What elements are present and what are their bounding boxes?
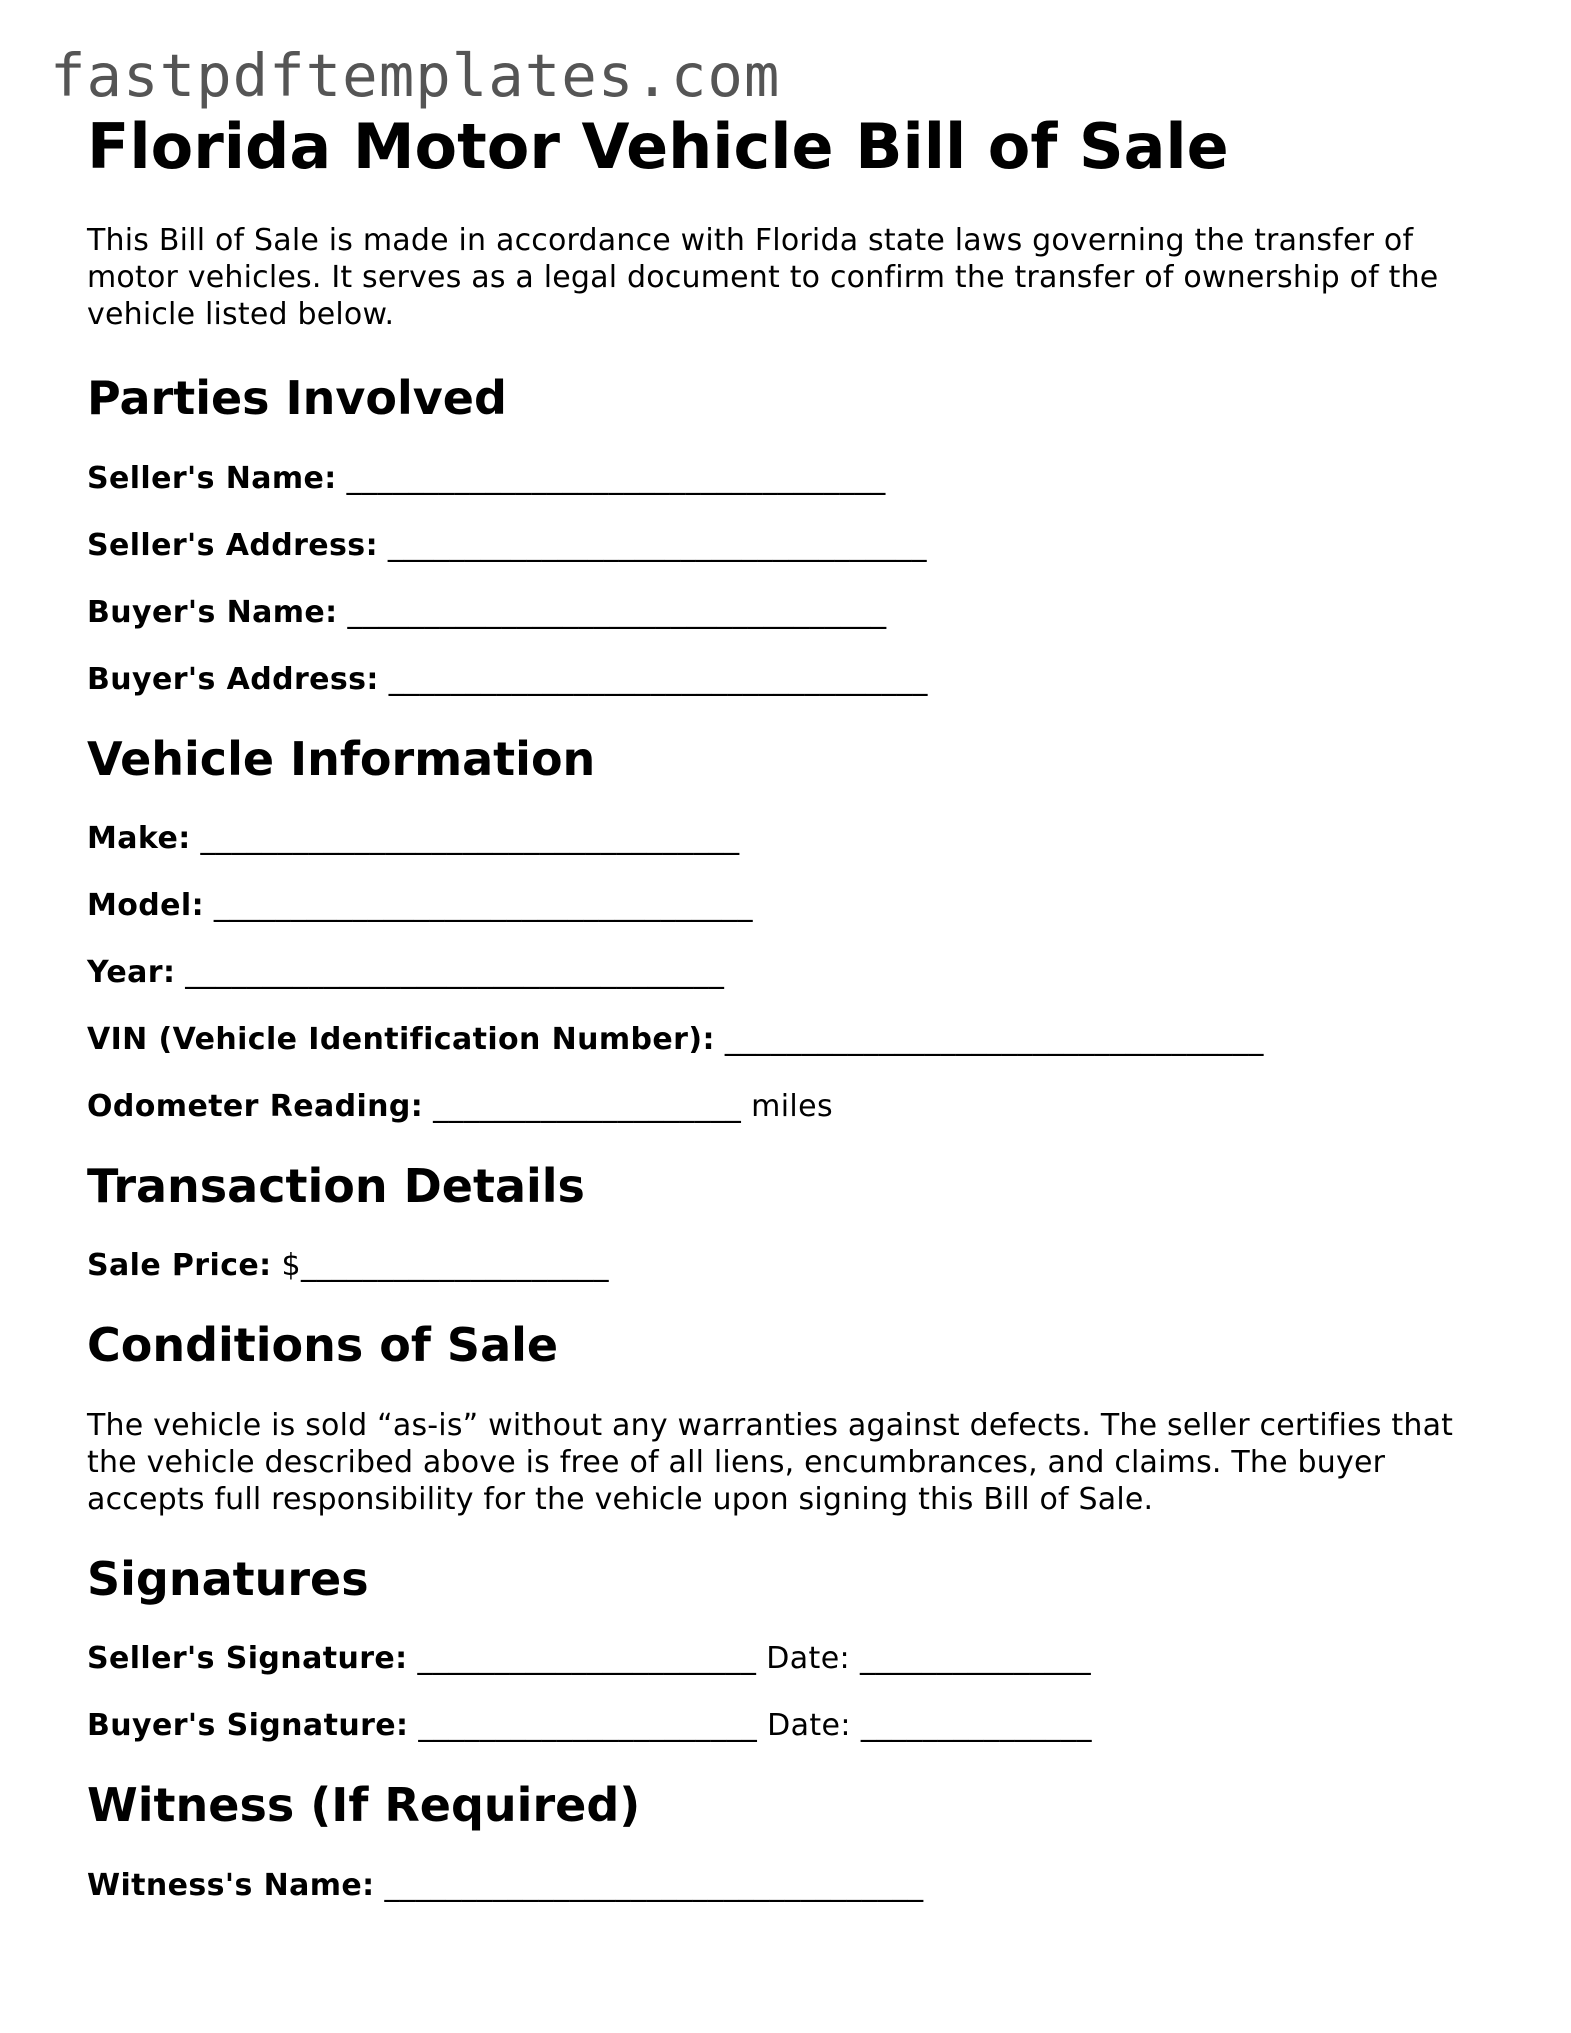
model-label: Model: xyxy=(87,887,204,923)
buyer-name-label: Buyer's Name: xyxy=(87,594,338,630)
watermark: fastpdftemplates.com xyxy=(50,41,781,110)
document-title: Florida Motor Vehicle Bill of Sale xyxy=(87,110,1229,183)
vin-line[interactable]: ___________________________________ xyxy=(724,1021,1264,1057)
witness-section xyxy=(87,1868,1507,1904)
buyer-signature-field xyxy=(87,1708,1507,1744)
witness-name-field xyxy=(87,1868,1507,1904)
document-page xyxy=(87,110,1507,1904)
seller-address-label: Seller's Address: xyxy=(87,527,378,563)
buyer-address-field xyxy=(87,662,1507,698)
year-line[interactable]: ___________________________________ xyxy=(185,954,725,990)
witness-name-label: Witness's Name: xyxy=(87,1867,375,1903)
seller-address-line[interactable]: ___________________________________ xyxy=(387,527,927,563)
year-label: Year: xyxy=(87,954,176,990)
odometer-line[interactable]: ____________________ xyxy=(433,1088,742,1124)
buyer-name-field xyxy=(87,595,1507,631)
parties-heading: Parties Involved xyxy=(87,371,507,426)
buyer-signature-label: Buyer's Signature: xyxy=(87,1708,409,1744)
buyer-address-line[interactable]: ___________________________________ xyxy=(388,661,928,697)
buyer-address-label: Buyer's Address: xyxy=(87,661,379,697)
seller-signature-label: Seller's Signature: xyxy=(87,1641,408,1677)
signatures-section xyxy=(87,1641,1507,1744)
buyer-signature-line[interactable]: ______________________ xyxy=(418,1708,758,1744)
odometer-field xyxy=(87,1089,1507,1125)
intro-paragraph: This Bill of Sale is made in accordance with Florida state laws governing the transfer of motor vehicles. It serves as a legal document to confirm the transfer of ownership of the vehicle listed below. xyxy=(87,223,1439,333)
transaction-heading: Transaction Details xyxy=(87,1158,585,1213)
seller-address-field xyxy=(87,528,1507,564)
year-field xyxy=(87,955,1507,991)
buyer-date-label: Date: xyxy=(767,1708,851,1744)
make-line[interactable]: ___________________________________ xyxy=(200,820,740,856)
parties-section xyxy=(87,461,1507,698)
seller-signature-field xyxy=(87,1641,1507,1677)
seller-date-label: Date: xyxy=(766,1641,851,1677)
make-field xyxy=(87,821,1507,857)
model-line[interactable]: ___________________________________ xyxy=(213,887,753,923)
seller-signature-line[interactable]: ______________________ xyxy=(417,1641,757,1677)
seller-name-line[interactable]: ___________________________________ xyxy=(346,460,886,496)
buyer-date-line[interactable]: _______________ xyxy=(860,1708,1092,1744)
conditions-paragraph: The vehicle is sold “as-is” without any warranties against defects. The seller certifies that the vehicle described above is free of all liens, encumbrances, and claims. The buyer accepts full responsibility for the vehicle upon signing this Bill of Sale. xyxy=(87,1408,1454,1518)
seller-name-label: Seller's Name: xyxy=(87,460,337,496)
sale-price-line[interactable]: $____________________ xyxy=(281,1247,609,1283)
vin-field xyxy=(87,1022,1507,1058)
seller-date-line[interactable]: _______________ xyxy=(860,1641,1091,1677)
transaction-section xyxy=(87,1248,1507,1284)
conditions-heading: Conditions of Sale xyxy=(87,1317,559,1372)
odometer-label: Odometer Reading: xyxy=(87,1088,424,1124)
signatures-heading: Signatures xyxy=(87,1552,369,1607)
vehicle-section xyxy=(87,821,1507,1125)
sale-price-field xyxy=(87,1248,1507,1284)
vin-label: VIN (Vehicle Identification Number): xyxy=(87,1021,715,1057)
make-label: Make: xyxy=(87,820,191,856)
sale-price-label: Sale Price: xyxy=(87,1247,272,1283)
witness-name-line[interactable]: ___________________________________ xyxy=(384,1867,924,1903)
witness-heading: Witness (If Required) xyxy=(87,1778,641,1833)
buyer-name-line[interactable]: ___________________________________ xyxy=(347,594,887,630)
vehicle-heading: Vehicle Information xyxy=(87,731,596,786)
seller-name-field xyxy=(87,461,1507,497)
model-field xyxy=(87,888,1507,924)
odometer-unit: miles xyxy=(751,1088,834,1124)
